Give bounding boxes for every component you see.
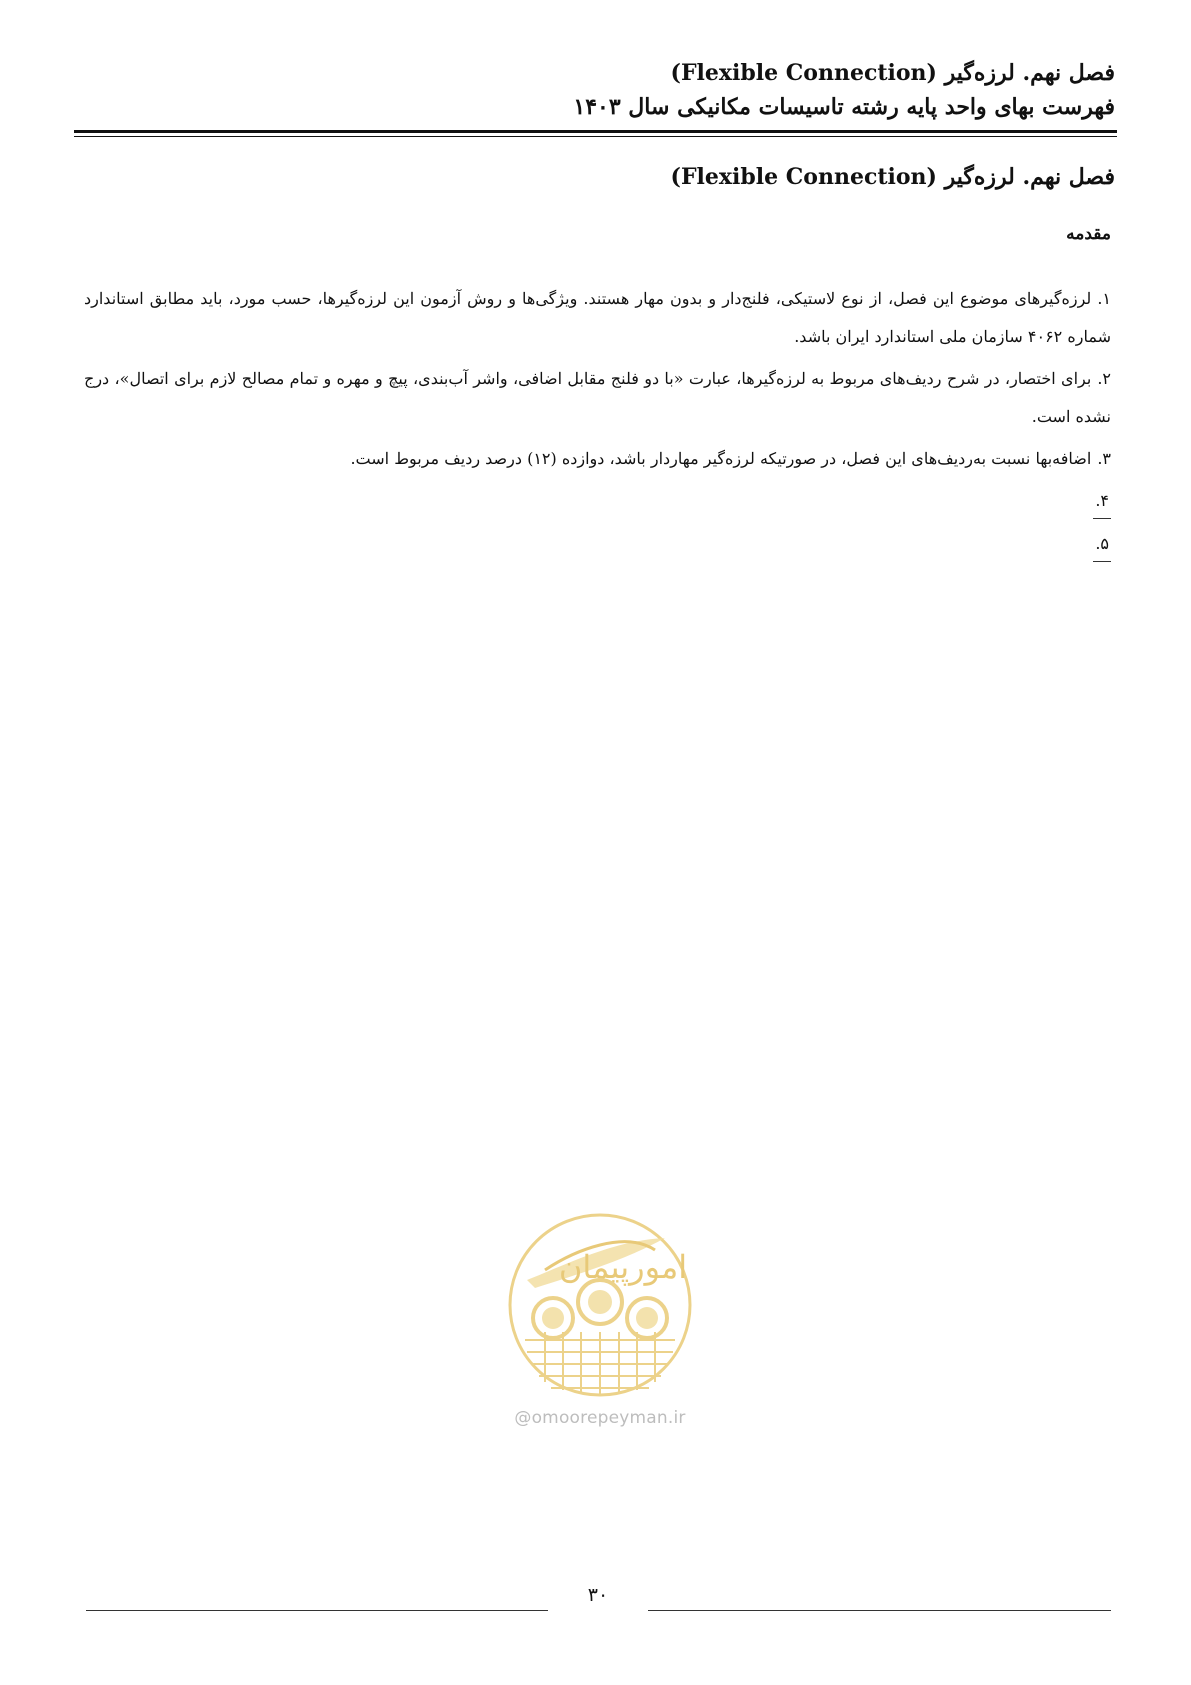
footer-rule-left bbox=[86, 1610, 548, 1611]
header-chapter-line: فصل نهم. لرزه‌گیر (Flexible Connection) bbox=[670, 60, 1115, 86]
header-rule-thin bbox=[74, 136, 1117, 137]
introduction-item-4-empty: ۴. bbox=[1093, 486, 1111, 519]
item-number: ۲. bbox=[1097, 369, 1111, 388]
introduction-item-2 bbox=[84, 360, 1111, 436]
introduction-list bbox=[84, 280, 1111, 568]
watermark-emblem-icon bbox=[505, 1210, 695, 1400]
watermark-calligraphy: امورپیمان bbox=[558, 1248, 688, 1286]
watermark-site-text: @omoorepeyman.ir bbox=[514, 1408, 686, 1428]
watermark-logo bbox=[505, 1210, 695, 1440]
running-header bbox=[76, 56, 1115, 124]
header-book-title: فهرست بهای واحد پایه رشته تاسیسات مکانیکی سال ۱۴۰۳ bbox=[573, 94, 1115, 120]
page-number: ۳۰ bbox=[587, 1584, 609, 1606]
item-number: ۳. bbox=[1097, 449, 1111, 468]
footer-rule-right bbox=[648, 1610, 1111, 1611]
header-rule-thick bbox=[74, 130, 1117, 133]
introduction-heading: مقدمه bbox=[1066, 224, 1111, 244]
item-number: ۱. bbox=[1097, 289, 1111, 308]
chapter-title: فصل نهم. لرزه‌گیر (Flexible Connection) bbox=[670, 164, 1115, 190]
introduction-item-5-empty: ۵. bbox=[1093, 529, 1111, 562]
item-text: لرزه‌گیرهای موضوع این فصل، از نوع لاستیکی، فلنج‌دار و بدون مهار هستند. ویژگی‌ها و روش آزمون این لرزه‌گیرها، حسب مورد، باید مطابق استاندارد شماره ۴۰۶۲ سازمان ملی استاندارد ایران باشد. bbox=[84, 289, 1111, 346]
item-text: برای اختصار، در شرح ردیف‌های مربوط به لرزه‌گیرها، عبارت «با دو فلنج مقابل اضافی، واشر آب‌بندی، پیچ و مهره و تمام مصالح لازم برای اتصال»، درج نشده است. bbox=[84, 369, 1111, 426]
introduction-item-1 bbox=[84, 280, 1111, 356]
introduction-item-3 bbox=[84, 440, 1111, 478]
item-text: اضافه‌بها نسبت به‌ردیف‌های این فصل، در صورتیکه لرزه‌گیر مهاردار باشد، دوازده (۱۲) درصد ردیف مربوط است. bbox=[350, 449, 1092, 468]
